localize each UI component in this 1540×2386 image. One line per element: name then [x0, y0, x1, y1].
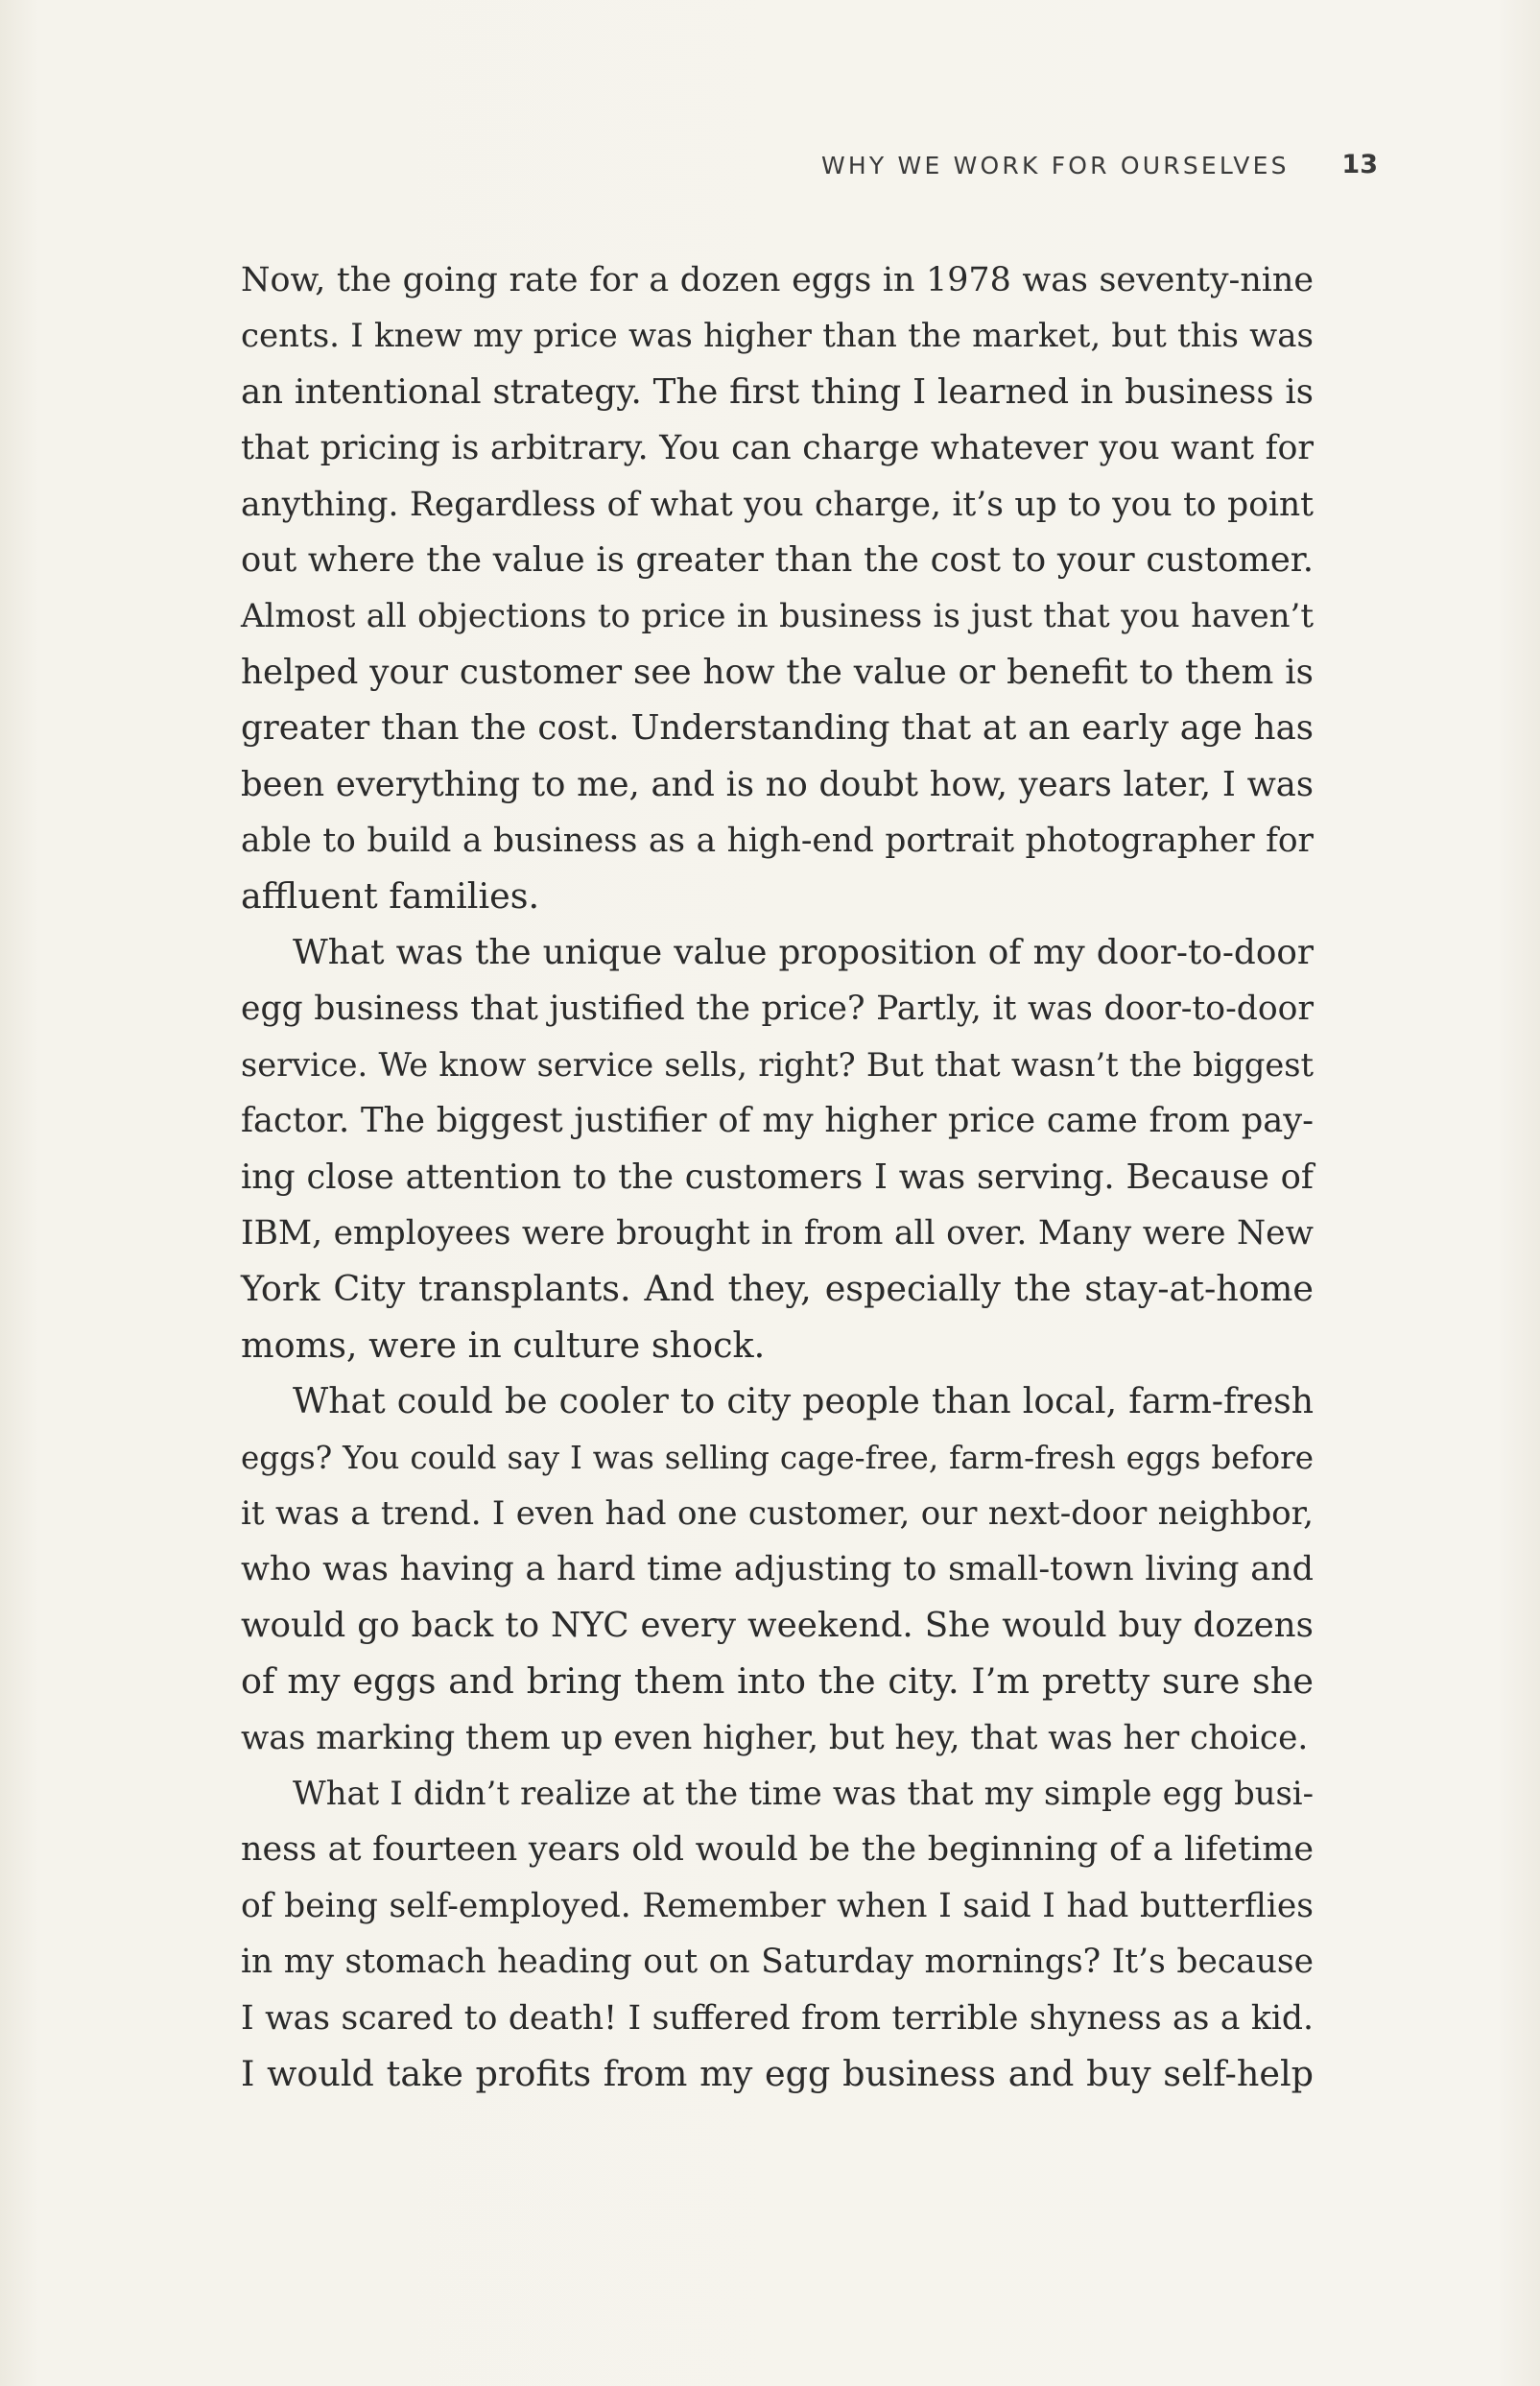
- running-head: [821, 144, 1378, 188]
- text-line: it was a trend. I even had one customer, our next-door neighbor,: [241, 1493, 1314, 1533]
- text-line: who was having a hard time adjusting to small-town living and: [241, 1550, 1314, 1589]
- text-line: in my stomach heading out on Saturday mornings? It’s because: [241, 1943, 1314, 1982]
- text-line: would go back to NYC every weekend. She would buy dozens: [241, 1605, 1314, 1645]
- text-line: ness at fourteen years old would be the beginning of a lifetime: [241, 1830, 1314, 1870]
- text-line: affluent families.: [241, 875, 540, 918]
- text-line: was marking them up even higher, but hey, that was her choice.: [241, 1718, 1309, 1757]
- text-line: of being self-employed. Remember when I said I had butterflies: [241, 1886, 1314, 1925]
- text-line: service. We know service sells, right? But that wasn’t the biggest: [241, 1045, 1314, 1084]
- text-line: egg business that justified the price? Partly, it was door-to-door: [241, 990, 1314, 1029]
- paragraph-4: [241, 1766, 1314, 2102]
- paragraph-1: [241, 252, 1314, 925]
- text-line: of my eggs and bring them into the city. I’m pretty sure she: [241, 1660, 1314, 1703]
- running-head-title: WHY WE WORK FOR OURSELVES: [821, 152, 1290, 179]
- text-line: an intentional strategy. The first thing I learned in business is: [241, 371, 1314, 412]
- text-line: that pricing is arbitrary. You can charge whatever you want for: [241, 429, 1314, 468]
- text-line: I was scared to death! I suffered from terrible shyness as a kid.: [241, 1998, 1314, 2038]
- text-line: What could be cooler to city people than local, farm-fresh: [293, 1380, 1314, 1422]
- text-line: anything. Regardless of what you charge, it’s up to you to point: [241, 485, 1314, 524]
- text-line: moms, were in culture shock.: [241, 1324, 766, 1366]
- text-line: helped your customer see how the value or benefit to them is: [241, 652, 1314, 692]
- paragraph-2: [241, 925, 1314, 1373]
- body-text: [241, 252, 1314, 2102]
- text-line: What was the unique value proposition of my door-to-door: [293, 932, 1314, 972]
- text-line: ing close attention to the customers I was serving. Because of: [241, 1157, 1314, 1197]
- text-line: York City transplants. And they, especially the stay-at-home: [241, 1268, 1314, 1310]
- text-line: eggs? You could say I was selling cage-free, farm-fresh eggs before: [241, 1439, 1314, 1476]
- text-line: I would take profits from my egg business and buy self-help: [241, 2053, 1314, 2094]
- text-line: IBM, employees were brought in from all over. Many were New: [241, 1213, 1314, 1253]
- text-line: cents. I knew my price was higher than the market, but this was: [241, 317, 1314, 356]
- text-line: Almost all objections to price in business is just that you haven’t: [241, 597, 1314, 636]
- page-number: 13: [1341, 150, 1378, 179]
- text-line: out where the value is greater than the cost to your customer.: [241, 540, 1314, 581]
- paragraph-3: [241, 1373, 1314, 1766]
- text-line: greater than the cost. Understanding that at an early age has: [241, 708, 1314, 749]
- text-line: What I didn’t realize at the time was that my simple egg busi-: [293, 1774, 1314, 1812]
- text-line: Now, the going rate for a dozen eggs in 1978 was seventy-nine: [241, 261, 1314, 299]
- text-line: been everything to me, and is no doubt how, years later, I was: [241, 764, 1314, 804]
- text-line: able to build a business as a high-end portrait photographer for: [241, 822, 1314, 861]
- text-line: factor. The biggest justifier of my higher price came from pay-: [241, 1101, 1314, 1141]
